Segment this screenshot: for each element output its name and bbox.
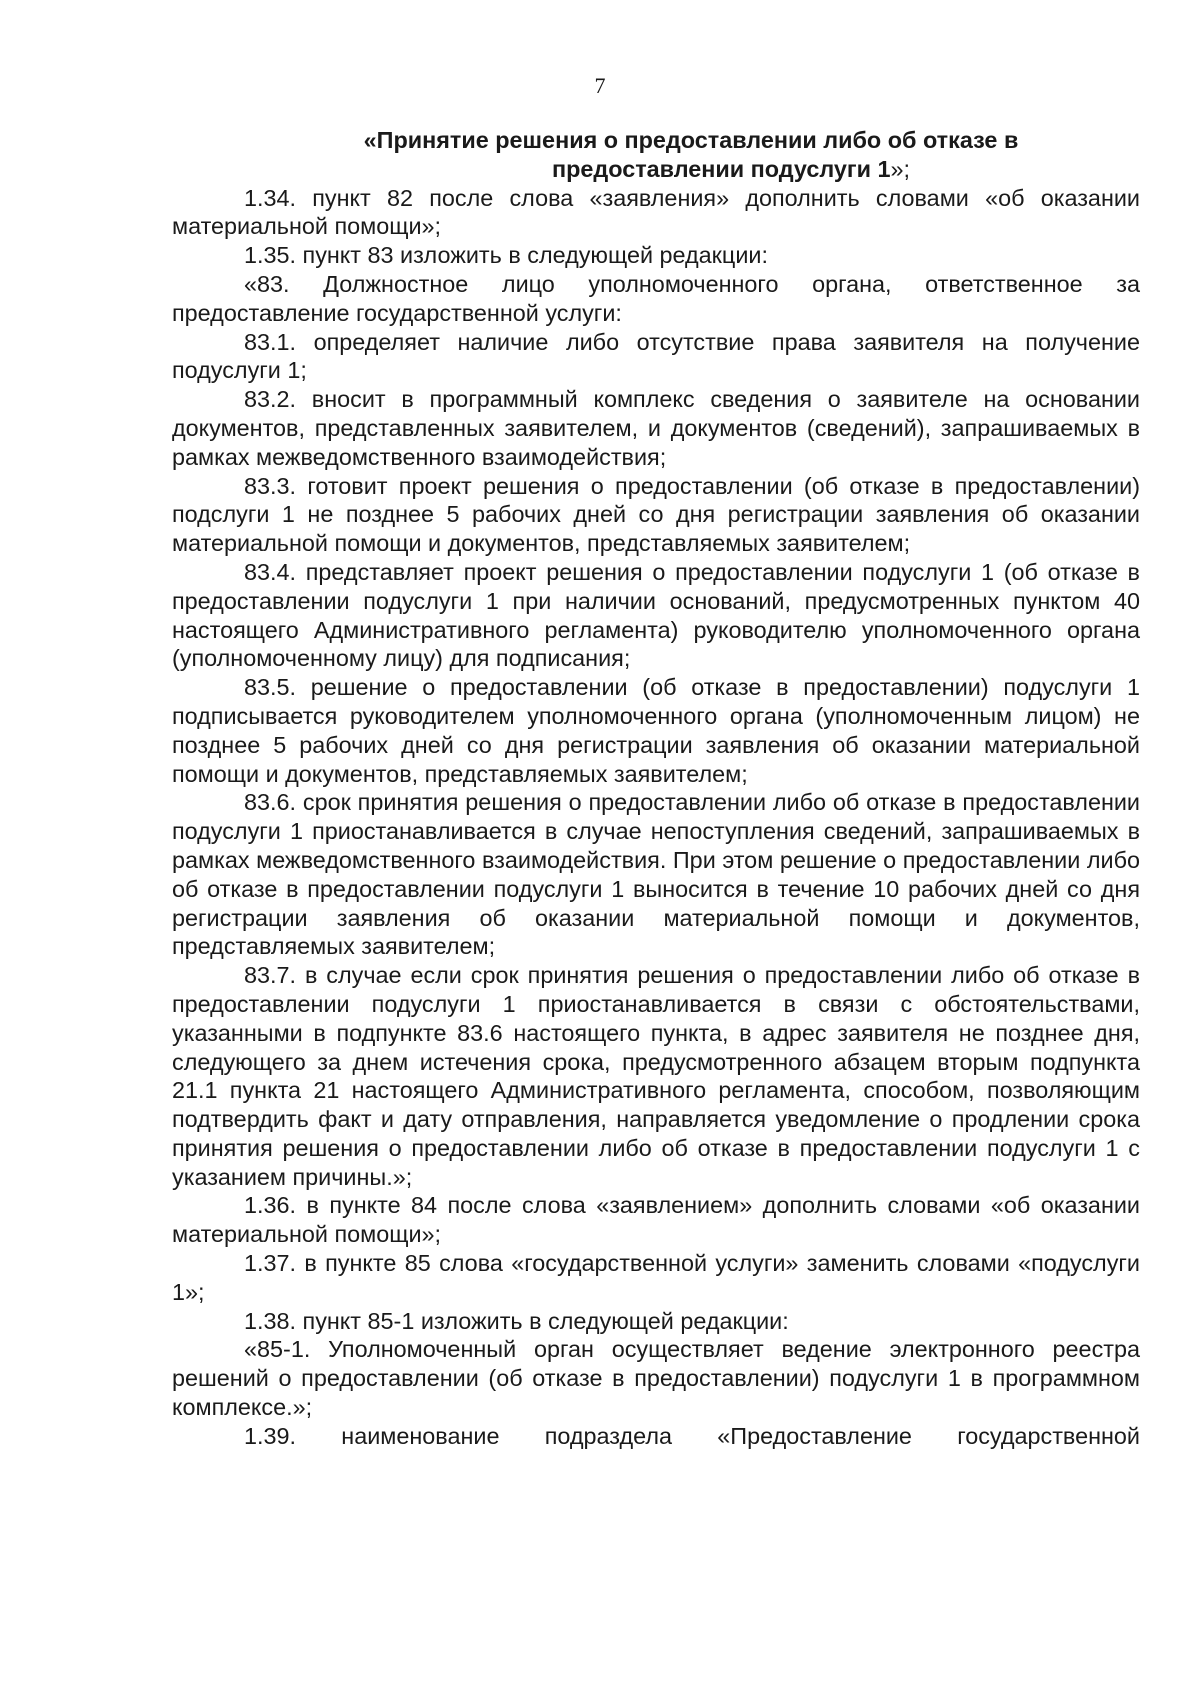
paragraph-83-4: 83.4. представляет проект решения о предоставлении подуслуги 1 (об отказе в предоставлении подуслуги 1 при наличии оснований, предусмотренных пунктом 40 настоящего Административного регламента) руководителю уполномоченного органа (уполномоченному лицу) для подписания; <box>172 558 1140 672</box>
paragraph-1-36: 1.36. в пункте 84 после слова «заявлением» дополнить словами «об оказании материальной помощи»; <box>172 1192 1140 1248</box>
page-number: 7 <box>594 73 606 98</box>
paragraph-83-3: 83.3. готовит проект решения о предоставлении (об отказе в предоставлении) подслуги 1 не позднее 5 рабочих дней со дня регистрации заявления об оказании материальной помощи и документов, представляемых заявителем; <box>172 472 1140 557</box>
section-heading-line-2 <box>172 155 1140 184</box>
section-heading-line-2-text: предоставлении подуслуги 1 <box>551 155 891 182</box>
paragraph-1-38: 1.38. пункт 85-1 изложить в следующей редакции: <box>244 1307 789 1334</box>
section-heading-tail: »; <box>890 155 911 182</box>
section-heading <box>172 126 1140 184</box>
paragraph-83-5: 83.5. решение о предоставлении (об отказе в предоставлении) подуслуги 1 подписывается руководителем уполномоченного органа (уполномоченным лицом) не позднее 5 рабочих дней со дня регистрации заявления об оказании материальной помощи и документов, представляемых заявителем; <box>172 674 1140 787</box>
paragraph-1-37: 1.37. в пункте 85 слова «государственной услуги» заменить словами «подуслуги 1»; <box>172 1250 1140 1305</box>
document-body <box>172 126 1140 1451</box>
paragraph-1-39: 1.39. наименование подраздела «Предоставление государственной <box>244 1422 1140 1449</box>
paragraph-85-1: «85-1. Уполномоченный орган осуществляет ведение электронного реестра решений о предоставлении (об отказе в предоставлении) подуслуги 1 в программном комплексе.»; <box>172 1336 1140 1421</box>
paragraph-83-2: 83.2. вносит в программный комплекс сведения о заявителе на основании документов, представленных заявителем, и документов (сведений), запрашиваемых в рамках межведомственного взаимодействия; <box>172 386 1140 470</box>
paragraph-1-34: 1.34. пункт 82 после слова «заявления» дополнить словами «об оказании материальной помощи»; <box>172 184 1140 240</box>
section-heading-line-1: «Принятие решения о предоставлении либо об отказе в <box>363 127 1019 153</box>
paragraph-83-7: 83.7. в случае если срок принятия решения о предоставлении либо об отказе в предоставлении подуслуги 1 приостанавливается в связи с обстоятельствами, указанными в подпункте 83.6 настоящего пункта, в адрес заявителя не позднее дня, следующего за днем истечения срока, предусмотренного абзацем вторым подпункта 21.1 пункта 21 настоящего Административного регламента, способом, позволяющим подтвердить факт и дату отправления, направляется уведомление о продлении срока принятия решения о предоставлении либо об отказе в предоставлении подуслуги 1 с указанием причины.»; <box>172 962 1140 1190</box>
paragraph-83-6: 83.6. срок принятия решения о предоставлении либо об отказе в предоставлении подуслуги 1 приостанавливается в случае непоступления сведений, запрашиваемых в рамках межведомственного взаимодействия. При этом решение о предоставлении либо об отказе в предоставлении подуслуги 1 выносится в течение 10 рабочих дней со дня регистрации заявления об оказании материальной помощи и документов, представляемых заявителем; <box>172 789 1140 960</box>
paragraph-83-1: 83.1. определяет наличие либо отсутствие права заявителя на получение подуслуги 1; <box>172 328 1140 384</box>
paragraph-1-35: 1.35. пункт 83 изложить в следующей редакции: <box>244 242 768 269</box>
paragraph-83: «83. Должностное лицо уполномоченного органа, ответственное за предоставление государственной услуги: <box>172 270 1140 326</box>
